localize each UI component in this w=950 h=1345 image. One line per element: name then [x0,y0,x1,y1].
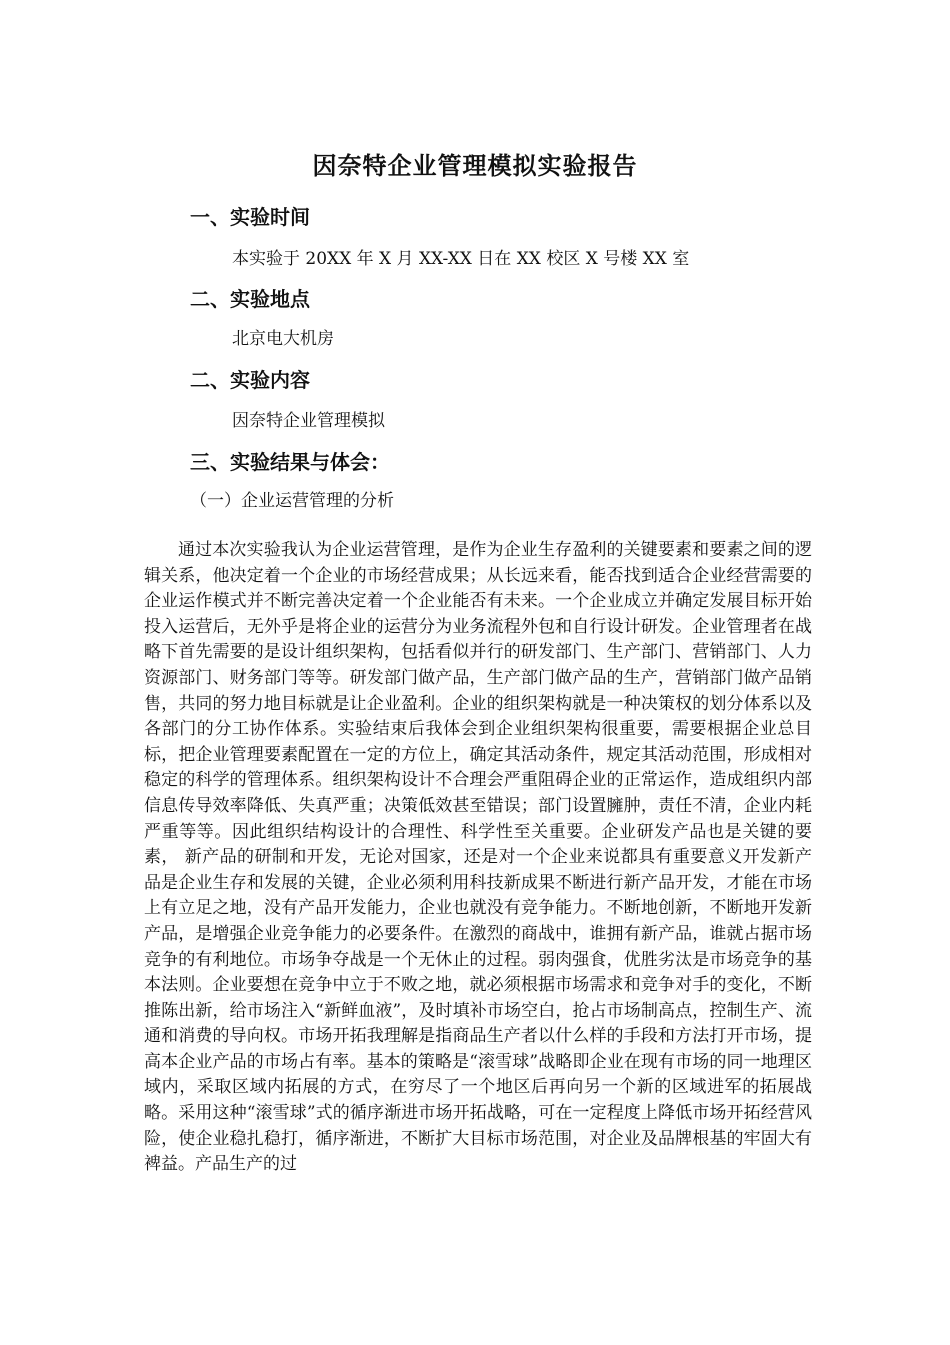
subsection-heading: （一）企业运营管理的分析 [190,491,394,511]
section-heading-results: 三、实验结果与体会： [190,450,390,474]
section-heading-time: 一、实验时间 [190,205,310,229]
body-paragraph: 通过本次实验我认为企业运营管理，是作为企业生存盈利的关键要素和要素之间的逻辑关系，他决定着一个企业的市场经营成果；从长远来看，能否找到适合企业经营需要的企业运作模式并不断完善决定着一个企业能否有未来。一个企业成立并确定发展目标开始投入运营后，无外乎是将企业的运营分为业务流程外包和自行设计研发。企业管理者在战略下首先需要的是设计组织架构，包括看似并行的研发部门、生产部门、营销部门、人力资源部门、财务部门等等。研发部门做产品，生产部门做产品的生产，营销部门做产品销售，共同的努力地目标就是让企业盈利。企业的组织架构就是一种决策权的划分体系以及各部门的分工协作体系。实验结束后我体会到企业组织架构很重要，需要根据企业总目标，把企业管理要素配置在一定的方位上，确定其活动条件，规定其活动范围，形成相对稳定的科学的管理体系。组织架构设计不合理会严重阻碍企业的正常运作，造成组织内部信息传导效率降低、失真严重；决策低效甚至错误；部门设置臃肿，责任不清，企业内耗严重等等。因此组织结构设计的合理性、科学性至关重要。企业研发产品也是关键的要素， 新产品的研制和开发，无论对国家，还是对一个企业来说都具有重要意义开发新产品是企业生存和发展的关键，企业必须利用科技新成果不断进行新产品开发，才能在市场上有立足之地，没有产品开发能力，企业也就没有竞争能力。不断地创新，不断地开发新产品，是增强企业竞争能力的必要条件。在激烈的商战中，谁拥有新产品，谁就占据市场竞争的有利地位。市场争夺战是一个无休止的过程。弱肉强食，优胜劣汰是市场竞争的基本法则。企业要想在竞争中立于不败之地，就必须根据市场需求和竞争对手的变化，不断推陈出新，给市场注入“新鲜血液”，及时填补市场空白，抢占市场制高点，控制生产、流通和消费的导向权。市场开拓我理解是指商品生产者以什么样的手段和方法打开市场，提高本企业产品的市场占有率。基本的策略是“滚雪球”战略即企业在现有市场的同一地理区域内，采取区域内拓展的方式，在穷尽了一个地区后再向另一个新的区域进军的拓展战略。采用这种“滚雪球”式的循序渐进市场开拓战略，可在一定程度上降低市场开拓经营风险，使企业稳扎稳打，循序渐进，不断扩大目标市场范围，对企业及品牌根基的牢固大有裨益。产品生产的过 [144,540,812,1175]
section-heading-location: 二、实验地点 [190,287,310,311]
section-content-content: 因奈特企业管理模拟 [232,411,385,431]
document-title: 因奈特企业管理模拟实验报告 [312,152,638,180]
section-content-time: 本实验于 20XX 年 X 月 XX-XX 日在 XX 校区 X 号楼 XX 室 [232,249,690,269]
section-content-location: 北京电大机房 [232,329,334,349]
section-heading-content: 二、实验内容 [190,368,310,392]
